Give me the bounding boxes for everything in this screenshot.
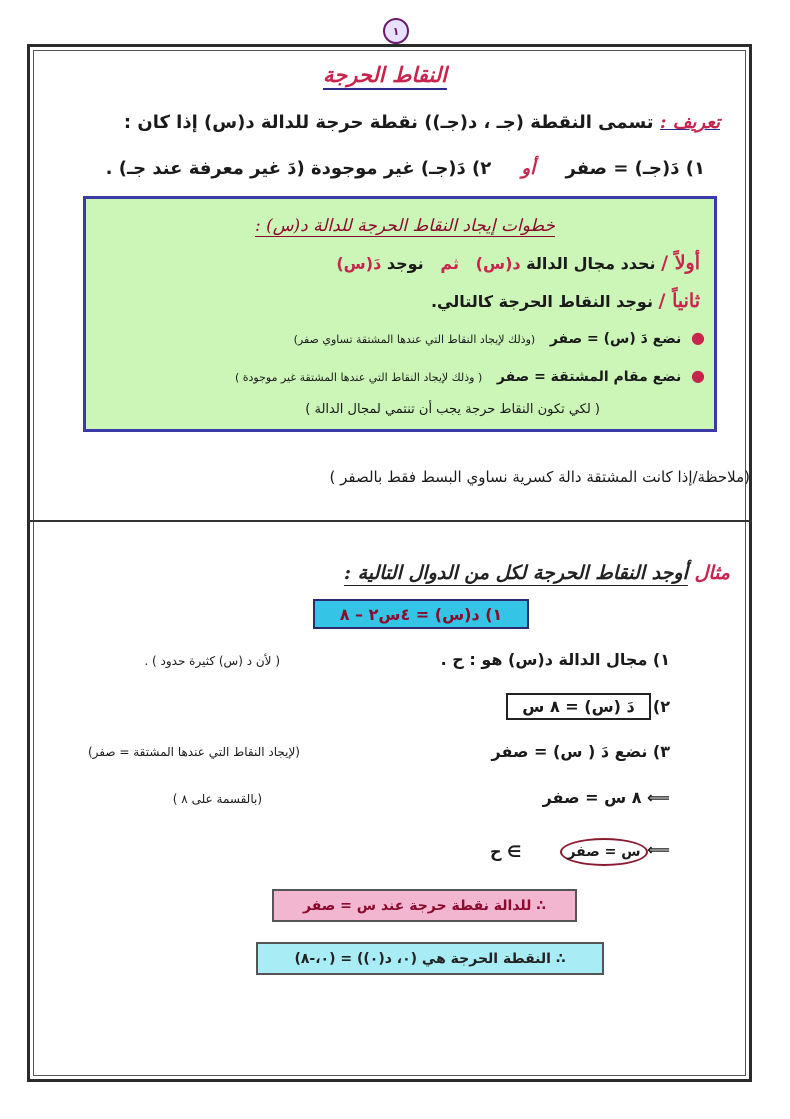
bullet-first [294, 328, 705, 347]
bullet-second-main: نضع مقام المشتقة = صفر [496, 369, 682, 385]
condition-first: ١) دَ(جـ) = صفر [565, 158, 705, 179]
derivative-box: دَ (س) = ٨ س [506, 693, 651, 720]
definition-text: تسمى النقطة (جـ ، د(جـ)) نقطة حرجة للدالة د(س) إذا كان : [123, 112, 654, 133]
solution-step2-number: ٢) [652, 697, 670, 716]
condition-or: أو [521, 158, 536, 179]
bullet-dot-icon: ● [691, 328, 705, 347]
function-box: ١) د(س) = ٤س٢ – ٨ [313, 599, 529, 629]
solution-step3-note: (لإيجاد النقاط التي عندها المشتقة = صفر) [88, 745, 300, 759]
bullet-first-main: نضع دَ (س) = صفر [549, 331, 682, 347]
solution-step1-note: ( لأن د (س) كثيرة حدود ) . [144, 654, 280, 668]
solution-step4: ⟸ ٨ س = صفر [542, 788, 670, 807]
step-first-b: د(س) [475, 254, 521, 273]
step-first-c: ثم [440, 254, 459, 273]
example-heading [344, 562, 730, 584]
steps-title: خطوات إيجاد النقاط الحرجة للدالة د(س) : [254, 216, 556, 236]
solution-oval: س = صفر [560, 838, 648, 866]
implies-arrow-icon: ⟸ [647, 840, 670, 859]
bullet-dot-icon: ● [691, 366, 705, 385]
remark: (ملاحظة/إذا كانت المشتقة دالة كسرية نساوي البسط فقط بالصفر ) [329, 468, 750, 486]
bullet-second [235, 366, 705, 385]
condition-second: ٢) دَ(جـ) غير موجودة (دَ غير معرفة عند جـ) . [105, 158, 492, 179]
result-critical-point: ∴ النقطة الحرجة هي (٠، د(٠)) = (٠،-٨) [256, 942, 604, 975]
example-label: مثال [694, 562, 730, 584]
step-first-label: أولاً / [661, 252, 700, 274]
step-first [336, 252, 700, 274]
result-critical-at: ∴ للدالة نقطة حرجة عند س = صفر [272, 889, 577, 922]
solution-step3: ٣) نضع دَ ( س) = صفر [491, 742, 670, 761]
solution-step1: ١) مجال الدالة د(س) هو : ح . [440, 650, 670, 669]
solution-step4-note: (بالقسمة على ٨ ) [172, 792, 262, 806]
step-second-label: ثانياً / [658, 290, 700, 312]
step-second-text: نوجد النقاط الحرجة كالتالي. [430, 292, 653, 311]
step-first-e: دَ(س) [336, 254, 382, 273]
step-first-d: نوجد [386, 254, 424, 273]
step-first-a: نحدد مجال الدالة [526, 254, 656, 273]
belongs-to-reals: ∋ ح [490, 842, 522, 861]
conditions-line [106, 158, 705, 179]
section-divider [28, 520, 752, 522]
definition-label: تعريف : [659, 112, 720, 133]
steps-note: ( لكي تكون النقاط حرجة يجب أن تنتمي لمجال الدالة ) [305, 402, 600, 417]
bullet-first-note: (وذلك لإيجاد النقاط التي عندها المشتقة تساوي صفر) [293, 333, 536, 346]
bullet-second-note: ( وذلك لإيجاد النقاط التي عندها المشتقة غير موجودة ) [234, 371, 483, 384]
page-number: ١ [383, 18, 409, 44]
definition-line [124, 112, 720, 133]
page-title: النقاط الحرجة [323, 62, 447, 87]
example-text: أوجد النقاط الحرجة لكل من الدوال التالية : [343, 562, 688, 584]
step-second [431, 290, 700, 312]
